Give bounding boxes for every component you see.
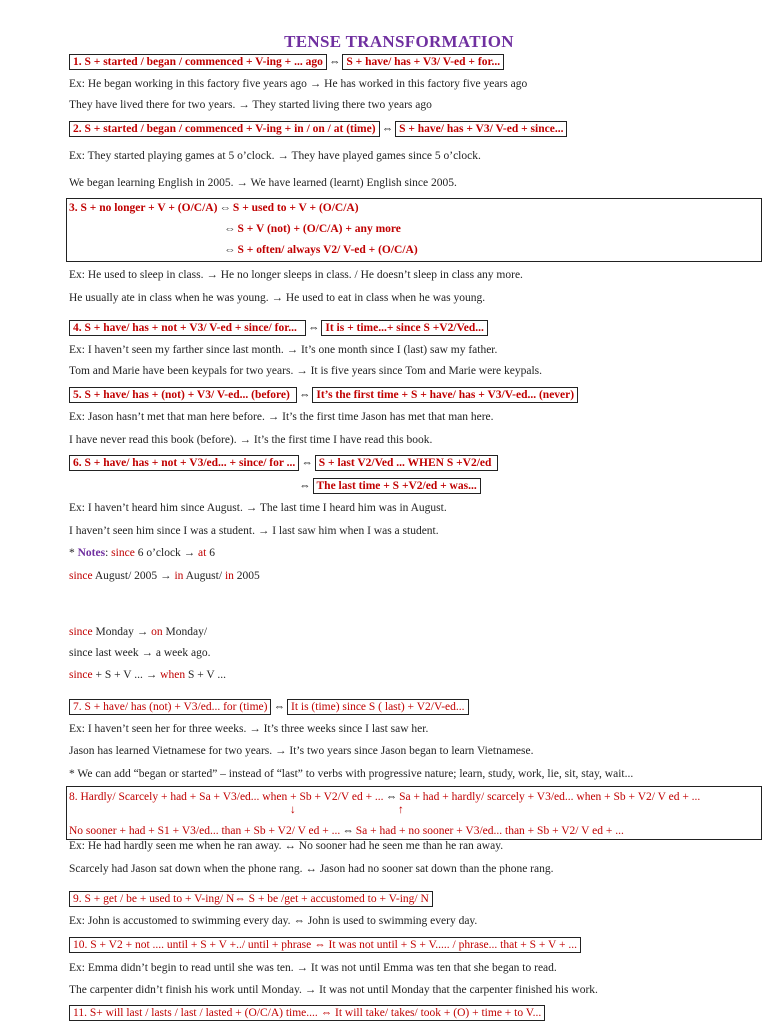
notes-text: S + V ...	[185, 669, 226, 681]
keyword-in: in	[174, 570, 184, 582]
rule-3-right: S + used to + V + (O/C/A)	[232, 202, 359, 214]
rule-5	[69, 387, 578, 403]
notes-text: 6	[206, 547, 215, 559]
notes-text: Monday/	[162, 626, 208, 638]
example-3b: He usually ate in class when he was young. → He used to eat in class when he was young.	[69, 292, 486, 304]
example-3a: Ex: He used to sleep in class. → He no longer sleeps in class. / He doesn’t sleep in class any more.	[69, 269, 523, 281]
notes-star: *	[69, 547, 78, 559]
notes-label: Notes	[77, 547, 106, 559]
equivalence-icon: ⇔	[385, 791, 398, 803]
notes-colon: :	[105, 547, 112, 559]
rule-3-line-2	[222, 222, 401, 236]
notes-text: August/ 2005 →	[92, 570, 175, 582]
down-arrow-icon: ↓	[290, 804, 296, 816]
rule-9	[69, 891, 433, 907]
rule-8-no-sooner: No sooner + had + S1 + V3/ed... than + Sb + V2/ V ed + ...	[69, 825, 341, 837]
example-2b: We began learning English in 2005. → We have learned (learnt) English since 2005.	[69, 177, 457, 189]
example-4b: Tom and Marie have been keypals for two years. → It is five years since Tom and Marie were keypals.	[69, 365, 543, 377]
rule-7	[69, 699, 469, 715]
notes-line-5	[69, 668, 226, 682]
rule-6	[69, 455, 498, 471]
notes-text: 6 o’clock →	[134, 547, 199, 559]
equivalence-icon: ⇔	[298, 389, 311, 401]
keyword-on: on	[151, 626, 163, 638]
rule-9-text: 9. S + get / be + used to + V-ing/ N⇔ S + be /get + accustomed to + V-ing/ N	[69, 891, 433, 907]
keyword-since: since	[69, 669, 93, 681]
keyword-at: at	[198, 547, 207, 559]
keyword-since: since	[69, 626, 93, 638]
notes-line-1	[69, 546, 215, 560]
rule-3-line-3	[222, 243, 418, 257]
page-title: TENSE TRANSFORMATION	[284, 32, 514, 51]
rule-2-left: 2. S + started / began / commenced + V-ing + in / on / at (time)	[69, 121, 380, 137]
example-8a: Ex: He had hardly seen me when he ran away. ↔ No sooner had he seen me than he ran away.	[69, 840, 504, 852]
notes-text: August/	[183, 570, 225, 582]
notes-text: + S + V ... →	[92, 669, 161, 681]
rule-8-had-no-sooner: Sa + had + no sooner + V3/ed... than + Sb + V2/ V ed + ...	[355, 825, 624, 837]
example-2a: Ex: They started playing games at 5 o’clock. → They have played games since 5 o’clock.	[69, 150, 481, 162]
notes-line-3	[69, 625, 207, 639]
rule-8-had-hardly: Sa + had + hardly/ scarcely + V3/ed... when + Sb + V2/ V ed + ...	[399, 791, 701, 803]
rule-3-left: 3. S + no longer + V + (O/C/A)	[69, 202, 218, 214]
rule-4-left: 4. S + have/ has + not + V3/ V-ed + since/ for...	[69, 320, 306, 336]
keyword-since: since	[69, 570, 93, 582]
rule-2	[69, 121, 567, 137]
notes-text: 2005	[233, 570, 260, 582]
example-6b: I haven’t seen him since I was a student. → I last saw him when I was a student.	[69, 525, 439, 537]
example-6a: Ex: I haven’t heard him since August. → The last time I heard him was in August.	[69, 502, 447, 514]
rule-11-text: 11. S+ will last / lasts / last / lasted + (O/C/A) time.... ⇔ It will take/ takes/ took + (O) + time + to V...	[69, 1005, 545, 1021]
equivalence-icon: ⇔	[328, 56, 341, 68]
example-5b: I have never read this book (before). → It’s the first time I have read this book.	[69, 434, 433, 446]
rule-6-line-2	[297, 478, 481, 494]
rule-11	[69, 1005, 545, 1021]
example-1b: They have lived there for two years. → They started living there two years ago	[69, 99, 432, 111]
notes-text: Monday →	[92, 626, 152, 638]
equivalence-icon: ⇔	[342, 825, 354, 837]
keyword-when: when	[160, 669, 186, 681]
rule-5-left: 5. S + have/ has + (not) + V3/ V-ed... (before)	[69, 387, 297, 403]
example-9: Ex: John is accustomed to swimming every day. ⇔ John is used to swimming every day.	[69, 915, 478, 927]
rule-8-line-2	[69, 824, 624, 838]
keyword-since: since	[111, 547, 135, 559]
equivalence-icon: ⇔	[219, 202, 231, 214]
equivalence-icon: ⇔	[301, 457, 313, 469]
rule-10-text: 10. S + V2 + not .... until + S + V +../ until + phrase ⇔ It was not until + S + V..... / phrase... that + S + V + ...	[69, 937, 581, 953]
notes-line-2	[69, 569, 260, 583]
rule-4-right: It is + time...+ since S +V2/Ved...	[321, 320, 488, 336]
rule-6-right: S + last V2/Ved ... WHEN S +V2/ed	[315, 455, 499, 471]
equivalence-icon: ⇔	[224, 223, 236, 235]
equivalence-icon: ⇔	[299, 480, 311, 492]
equivalence-icon: ⇔	[224, 244, 236, 256]
rule-7-left: 7. S + have/ has (not) + V3/ed... for (time)	[69, 699, 271, 715]
example-7b: Jason has learned Vietnamese for two years. → It’s two years since Jason began to learn Vietnamese.	[69, 745, 534, 757]
example-10a: Ex: Emma didn’t begin to read until she was ten. → It was not until Emma was ten that she began to read.	[69, 962, 557, 974]
rule-7-right: It is (time) since S ( last) + V2/V-ed...	[287, 699, 469, 715]
rule-1	[69, 54, 504, 70]
equivalence-icon: ⇔	[307, 322, 320, 334]
rule-2-right: S + have/ has + V3/ V-ed + since...	[395, 121, 567, 137]
example-1a: Ex: He began working in this factory five years ago → He has worked in this factory five years ago	[69, 78, 528, 90]
equivalence-icon: ⇔	[381, 123, 394, 135]
keyword-in: in	[224, 570, 234, 582]
rule-6-alt: The last time + S +V2/ed + was...	[313, 478, 481, 494]
equivalence-icon: ⇔	[273, 701, 285, 713]
rule-3-alt-1: S + V (not) + (O/C/A) + any more	[237, 223, 401, 235]
rule-1-left: 1. S + started / began / commenced + V-ing + ... ago	[69, 54, 327, 70]
rule-8-hardly: 8. Hardly/ Scarcely + had + Sa + V3/ed... when + Sb + V2/V ed + ...	[69, 791, 384, 803]
rule-4	[69, 320, 488, 336]
rule-8-line-1	[69, 790, 700, 804]
rule-5-right: It’s the first time + S + have/ has + V3/V-ed... (never)	[312, 387, 578, 403]
example-7c: * We can add “began or started” – instead of “last” to verbs with progressive nature; learn, study, work, lie, sit, stay, wait...	[69, 768, 634, 780]
rule-10	[69, 937, 581, 953]
rule-6-left: 6. S + have/ has + not + V3/ed... + since/ for ...	[69, 455, 299, 471]
example-10b: The carpenter didn’t finish his work until Monday. → It was not until Monday that the carpenter finished his work.	[69, 984, 598, 996]
up-arrow-icon: ↑	[398, 804, 404, 816]
notes-line-4: since last week → a week ago.	[69, 647, 211, 659]
example-8b: Scarcely had Jason sat down when the phone rang. ↔ Jason had no sooner sat down than the phone rang.	[69, 863, 554, 875]
example-4a: Ex: I haven’t seen my farther since last month. → It’s one month since I (last) saw my father.	[69, 344, 498, 356]
example-7a: Ex: I haven’t seen her for three weeks. → It’s three weeks since I last saw her.	[69, 723, 429, 735]
example-5a: Ex: Jason hasn’t met that man here before. → It’s the first time Jason has met that man here.	[69, 411, 494, 423]
rule-3-alt-2: S + often/ always V2/ V-ed + (O/C/A)	[237, 244, 418, 256]
rule-1-right: S + have/ has + V3/ V-ed + for...	[342, 54, 504, 70]
rule-3-line-1	[69, 201, 359, 215]
